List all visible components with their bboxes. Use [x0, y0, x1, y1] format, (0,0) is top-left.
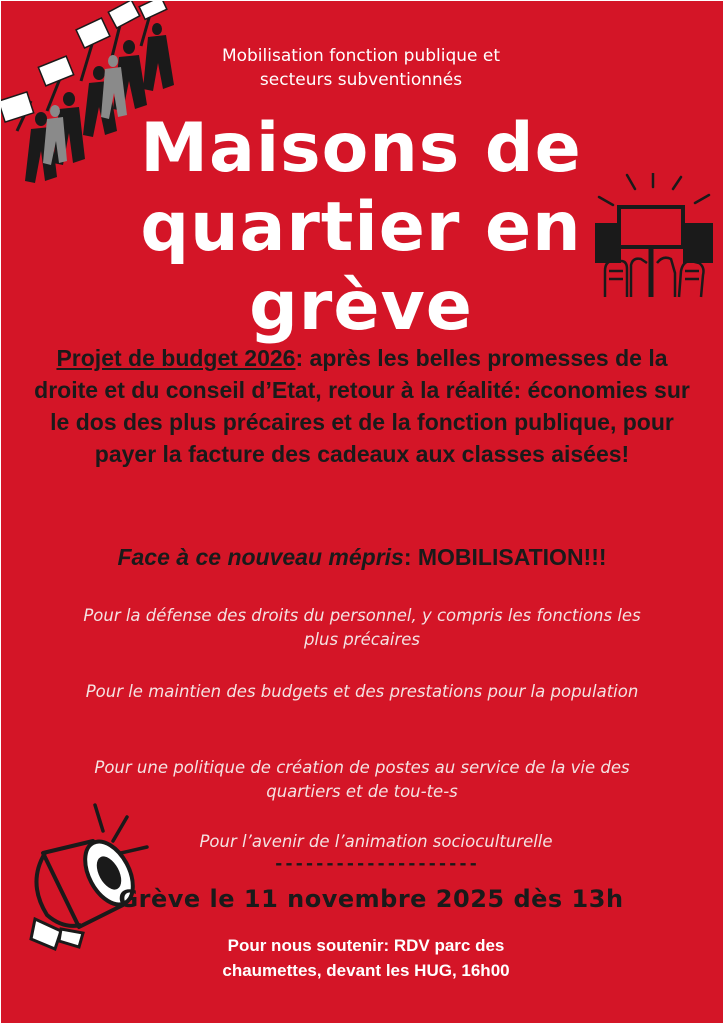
- support-line: Pour nous soutenir: RDV parc des: [227, 936, 505, 955]
- support-info: [161, 933, 571, 983]
- mobilisation-callout: [31, 542, 693, 572]
- demand-item: Pour la défense des droits du personnel, y compris les fonctions les plus précaires: [83, 606, 641, 649]
- budget-project-label: Projet de budget 2026: [56, 345, 296, 371]
- intro-text: : après les belles promesses de la droite et du conseil d’Etat, retour à la réalité: économies sur le dos des plus précaires et de la fonction publique, pour payer la facture des cadeaux aux classes aisées!: [34, 345, 690, 467]
- title-line: Maisons de: [140, 109, 582, 188]
- callout-bold: : MOBILISATION!!!: [403, 544, 607, 570]
- megaphone-icon: [23, 801, 163, 959]
- title-line: quartier en: [140, 188, 582, 267]
- strike-poster: [1, 1, 723, 1023]
- page-title: [81, 109, 641, 346]
- subtitle-line: Mobilisation fonction publique et: [221, 46, 501, 66]
- demand-item: Pour le maintien des budgets et des prestations pour la population: [85, 682, 639, 701]
- strike-date: Grève le 11 novembre 2025 dès 13h: [118, 885, 624, 913]
- callout-italic: Face à ce nouveau mépris: [117, 544, 404, 570]
- title-line: grève: [249, 267, 473, 346]
- support-line: chaumettes, devant les HUG, 16h00: [222, 961, 510, 980]
- intro-paragraph: [31, 342, 693, 470]
- demand-item: Pour une politique de création de postes au service de la vie des quartiers et de tou-te-s: [94, 758, 630, 801]
- demand-item: Pour l’avenir de l’animation socioculturelle: [199, 832, 553, 851]
- dashed-divider: --------------------: [273, 854, 479, 874]
- subtitle-line: secteurs subventionnés: [259, 70, 463, 90]
- subtitle: [161, 44, 561, 92]
